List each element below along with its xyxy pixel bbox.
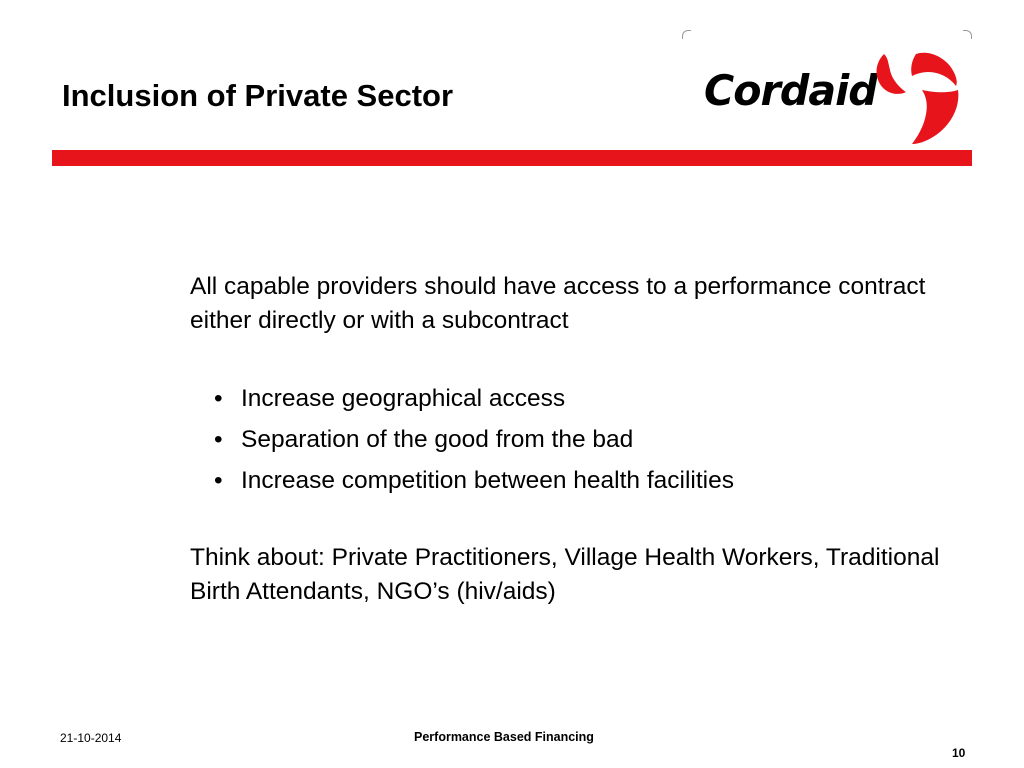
footer-title: Performance Based Financing [414,730,594,744]
bullet-list [190,382,970,505]
logo-frame-corner [963,30,972,39]
outro-paragraph: Think about: Private Practitioners, Village Health Workers, Traditional Birth Attendants, NGO’s (hiv/aids) [190,544,940,605]
bullet-icon: • [214,385,223,412]
page-number: 10 [952,746,966,760]
bullet-text: Separation of the good from the bad [241,426,634,453]
list-item [190,464,970,505]
bullet-icon: • [214,426,223,453]
slide-title: Inclusion of Private Sector [62,78,454,113]
logo-wordmark: Cordaid [704,66,877,115]
list-item [190,382,970,423]
footer-date: 21-10-2014 [60,731,122,745]
list-item [190,423,970,464]
cordaid-logo [682,30,972,152]
bullet-text: Increase competition between health facilities [241,467,735,494]
cordaid-swirl-icon [866,50,962,146]
slide-body [190,270,970,609]
bullet-icon: • [214,467,223,494]
logo-frame-corner [682,30,691,39]
intro-paragraph: All capable providers should have access to a performance contract either directly or with a subcontract [190,273,926,334]
title-accent-bar [52,150,972,166]
bullet-text: Increase geographical access [241,385,566,412]
